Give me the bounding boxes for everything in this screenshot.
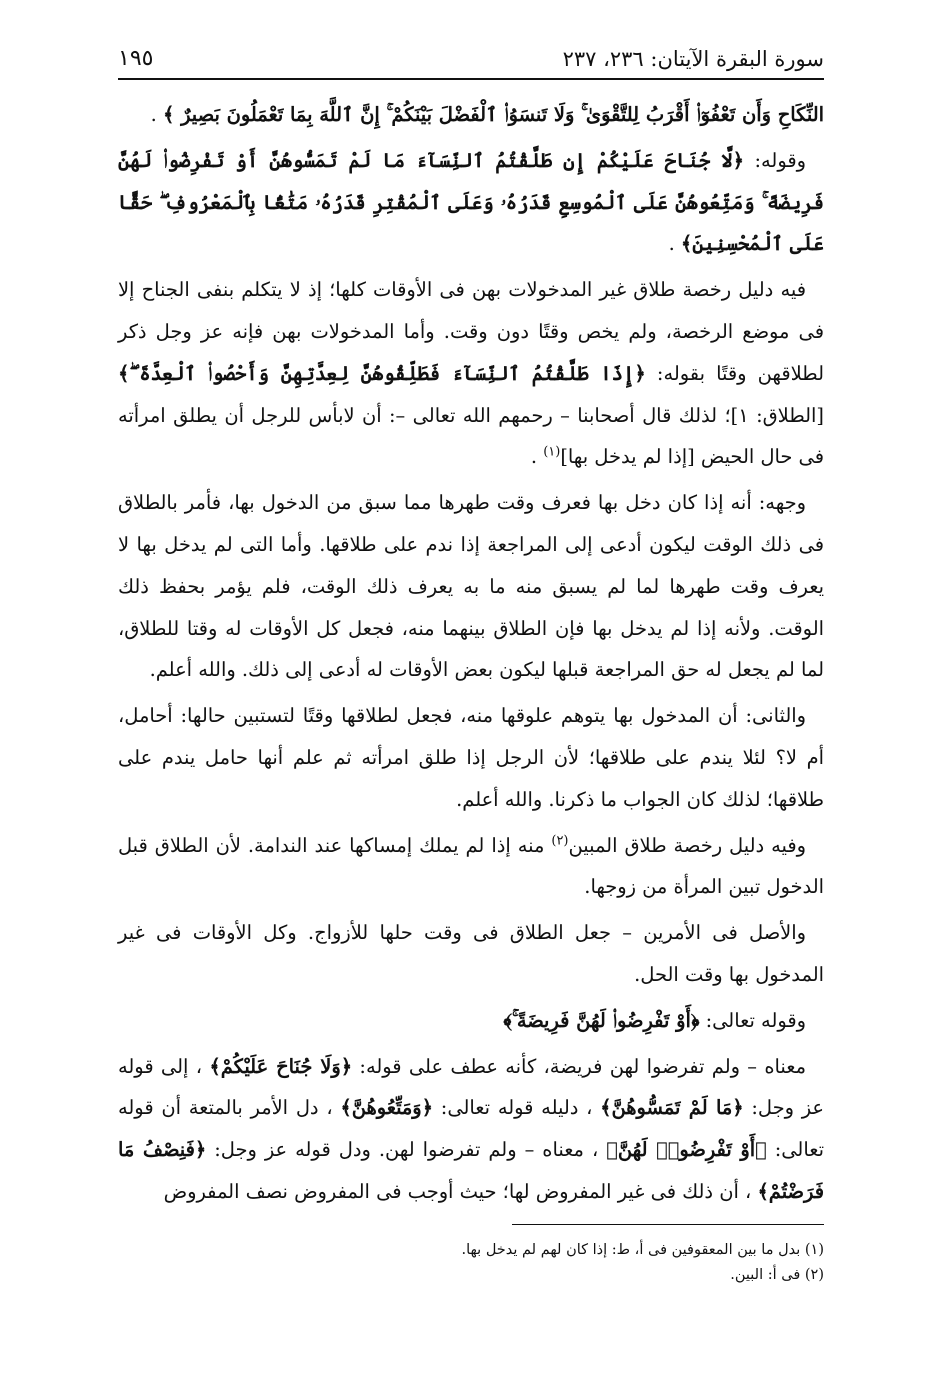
paragraph: [118, 94, 824, 136]
paragraph-text: .: [530, 445, 544, 469]
footnotes: [118, 1238, 824, 1288]
paragraph-text: ، دل الأمر بالمتعة أن قوله تعالى:: [118, 1096, 824, 1162]
footnote-reference[interactable]: (١): [543, 444, 561, 460]
quran-verse: ﴿وَلَا جُنَاحَ عَلَيْكُمْ﴾: [209, 1054, 353, 1078]
footnote-reference[interactable]: (٢): [551, 833, 569, 849]
paragraph-text: وقوله:: [744, 148, 806, 172]
paragraph-text: ، معناه – ولم تفرضوا لهن. ودل قوله عز وجل:: [206, 1138, 607, 1162]
quran-verse: ﴿إِذَا طَلَّقْتُمُ ٱلنِّسَآءَ فَطَلِّقُوهُنَّ لِعِدَّتِهِنَّ وَأَحْصُوا۟ ٱلْعِدَّةَ ۖ﴾: [118, 361, 646, 385]
quran-verse: ﴿أَوْ تَفْرِضُوا۟ لَهُنَّ فَرِيضَةً ۚ﴾: [503, 1008, 700, 1032]
paragraph: [118, 482, 824, 691]
paragraph-text: منه إذا لم يملك إمساكها عند الندامة. لأن الطلاق قبل الدخول تبين المرأة من زوجها.: [118, 833, 824, 899]
quran-verse: ﴿فَنِصْفُ مَا فَرَضْتُمْ﴾: [118, 1138, 824, 1203]
paragraph-text: ، دليله قوله تعالى:: [433, 1096, 601, 1120]
quran-verse: ﴿أَوْ تَفْرِضُوا۟ لَهُنَّ﴾: [606, 1138, 767, 1162]
paragraph-text: معناه – ولم تفرضوا لهن فريضة، كأنه عطف على قوله:: [352, 1054, 806, 1078]
running-title: سورة البقرة الآيتان: ٢٣٦، ٢٣٧: [562, 47, 824, 71]
paragraph: [118, 695, 824, 820]
paragraph-text: فيه دليل رخصة طلاق غير المدخولات بهن فى الأوقات كلها؛ إذ لا يتكلم بنفى الجناح إلا فى موضع الرخصة، ولم يخص وقتًا دون وقت. وأما المدخولات بهن فإنه عز وجل ذكر لطلاقهن وقتًا بقوله:: [118, 278, 825, 385]
paragraph-text: وفيه دليل رخصة طلاق المبين: [568, 833, 806, 857]
paragraph: [118, 1046, 824, 1213]
paragraph-text: وجهه: أنه إذا كان دخل بها فعرف وقت طهرها مما سبق من الدخول بها، فأمر بالطلاق فى ذلك الوقت ليكون أدعى إلى المراجعة إذا ندم على طلاقها. وأما التى لم يدخل بها لا يعرف وقت طهرها لما لم يسبق منه ما به يعرف ذلك الوقت، فلم يؤمر بحفظ ذلك الوقت. ولأنه إذا لم يدخل بها فإن الطلاق بينهما منه، فجعل كل الأوقات له وقتا للطلاق، لما لم يجعل له حق المراجعة قبلها ليكون بعض الأوقات له أدعى إلى ذلك. والله أعلم.: [118, 491, 824, 682]
footnote: (١) بدل ما بين المعقوفين فى أ، ط: إذا كان لهم لم يدخل بها.: [461, 1242, 824, 1258]
main-text: [118, 94, 824, 1213]
paragraph: [118, 140, 824, 265]
paragraph: [118, 269, 824, 478]
paragraph-text: .: [668, 232, 681, 256]
paragraph: [118, 825, 824, 909]
quran-verse: ﴿مَا لَمْ تَمَسُّوهُنَّ﴾: [600, 1096, 744, 1120]
page-header: [118, 34, 824, 80]
paragraph: [118, 1000, 824, 1042]
quran-verse: ﴿وَمَتِّعُوهُنَّ﴾: [340, 1096, 434, 1120]
footnote-divider: [512, 1224, 824, 1225]
paragraph: [118, 912, 824, 996]
footnote: (٢) فى أ: البين.: [730, 1267, 824, 1283]
paragraph-text: وقوله تعالى:: [699, 1008, 806, 1032]
quran-verse: النِّكَاحِ وَأَن تَعْفُوٓا۟ أَقْرَبُ لِلتَّقْوَىٰ ۚ وَلَا تَنسَوُا۟ ٱلْفَضْلَ بَيْنَكُمْ ۚ إِنَّ ٱللَّهَ بِمَا تَعْمَلُونَ بَصِيرٌ ﴾: [163, 103, 824, 126]
paragraph-text: ، إلى قوله عز وجل:: [118, 1054, 824, 1120]
page-number: ١٩٥: [118, 46, 154, 71]
paragraph-text: ، أن ذلك فى غير المفروض لها؛ حيث أوجب فى المفروض نصف المفروض: [163, 1179, 758, 1203]
paragraph-text: [الطلاق: ١]؛ لذلك قال أصحابنا – رحمهم الله تعالى –: أن لابأس للرجل أن يطلق امرأته فى حال الحيض [إذا لم يدخل بها]: [118, 403, 824, 469]
paragraph-text: والأصل فى الأمرين – جعل الطلاق فى وقت حلها للأزواج. وكل الأوقات فى غير المدخول بها وقت الحل.: [118, 921, 824, 986]
paragraph-text: والثانى: أن المدخول بها يتوهم علوقها منه، فجعل لطلاقها وقتًا لتستبين حالها: أحامل، أم لا؟ لئلا يندم على طلاقها؛ لأن الرجل إذا طلق امرأته ثم علم أنها حامل يندم على طلاقها؛ لذلك كان الجواب ما ذكرنا. والله أعلم.: [118, 704, 824, 811]
quran-verse: ﴿لَّا جُنَاحَ عَلَيْكُمْ إِن طَلَّقْتُمُ ٱلنِّسَآءَ مَا لَمْ تَمَسُّوهُنَّ أَوْ تَفْرِضُوا۟ لَهُنَّ فَرِيضَةً ۚ وَمَتِّعُوهُنَّ عَلَى ٱلْمُوسِعِ قَدَرُهُۥ وَعَلَى ٱلْمُقْتِرِ قَدَرُهُۥ مَتَٰعًۢا بِٱلْمَعْرُوفِ ۖ حَقًّا عَلَى ٱلْمُحْسِنِينَ﴾: [118, 148, 824, 256]
paragraph-text: .: [150, 103, 163, 126]
